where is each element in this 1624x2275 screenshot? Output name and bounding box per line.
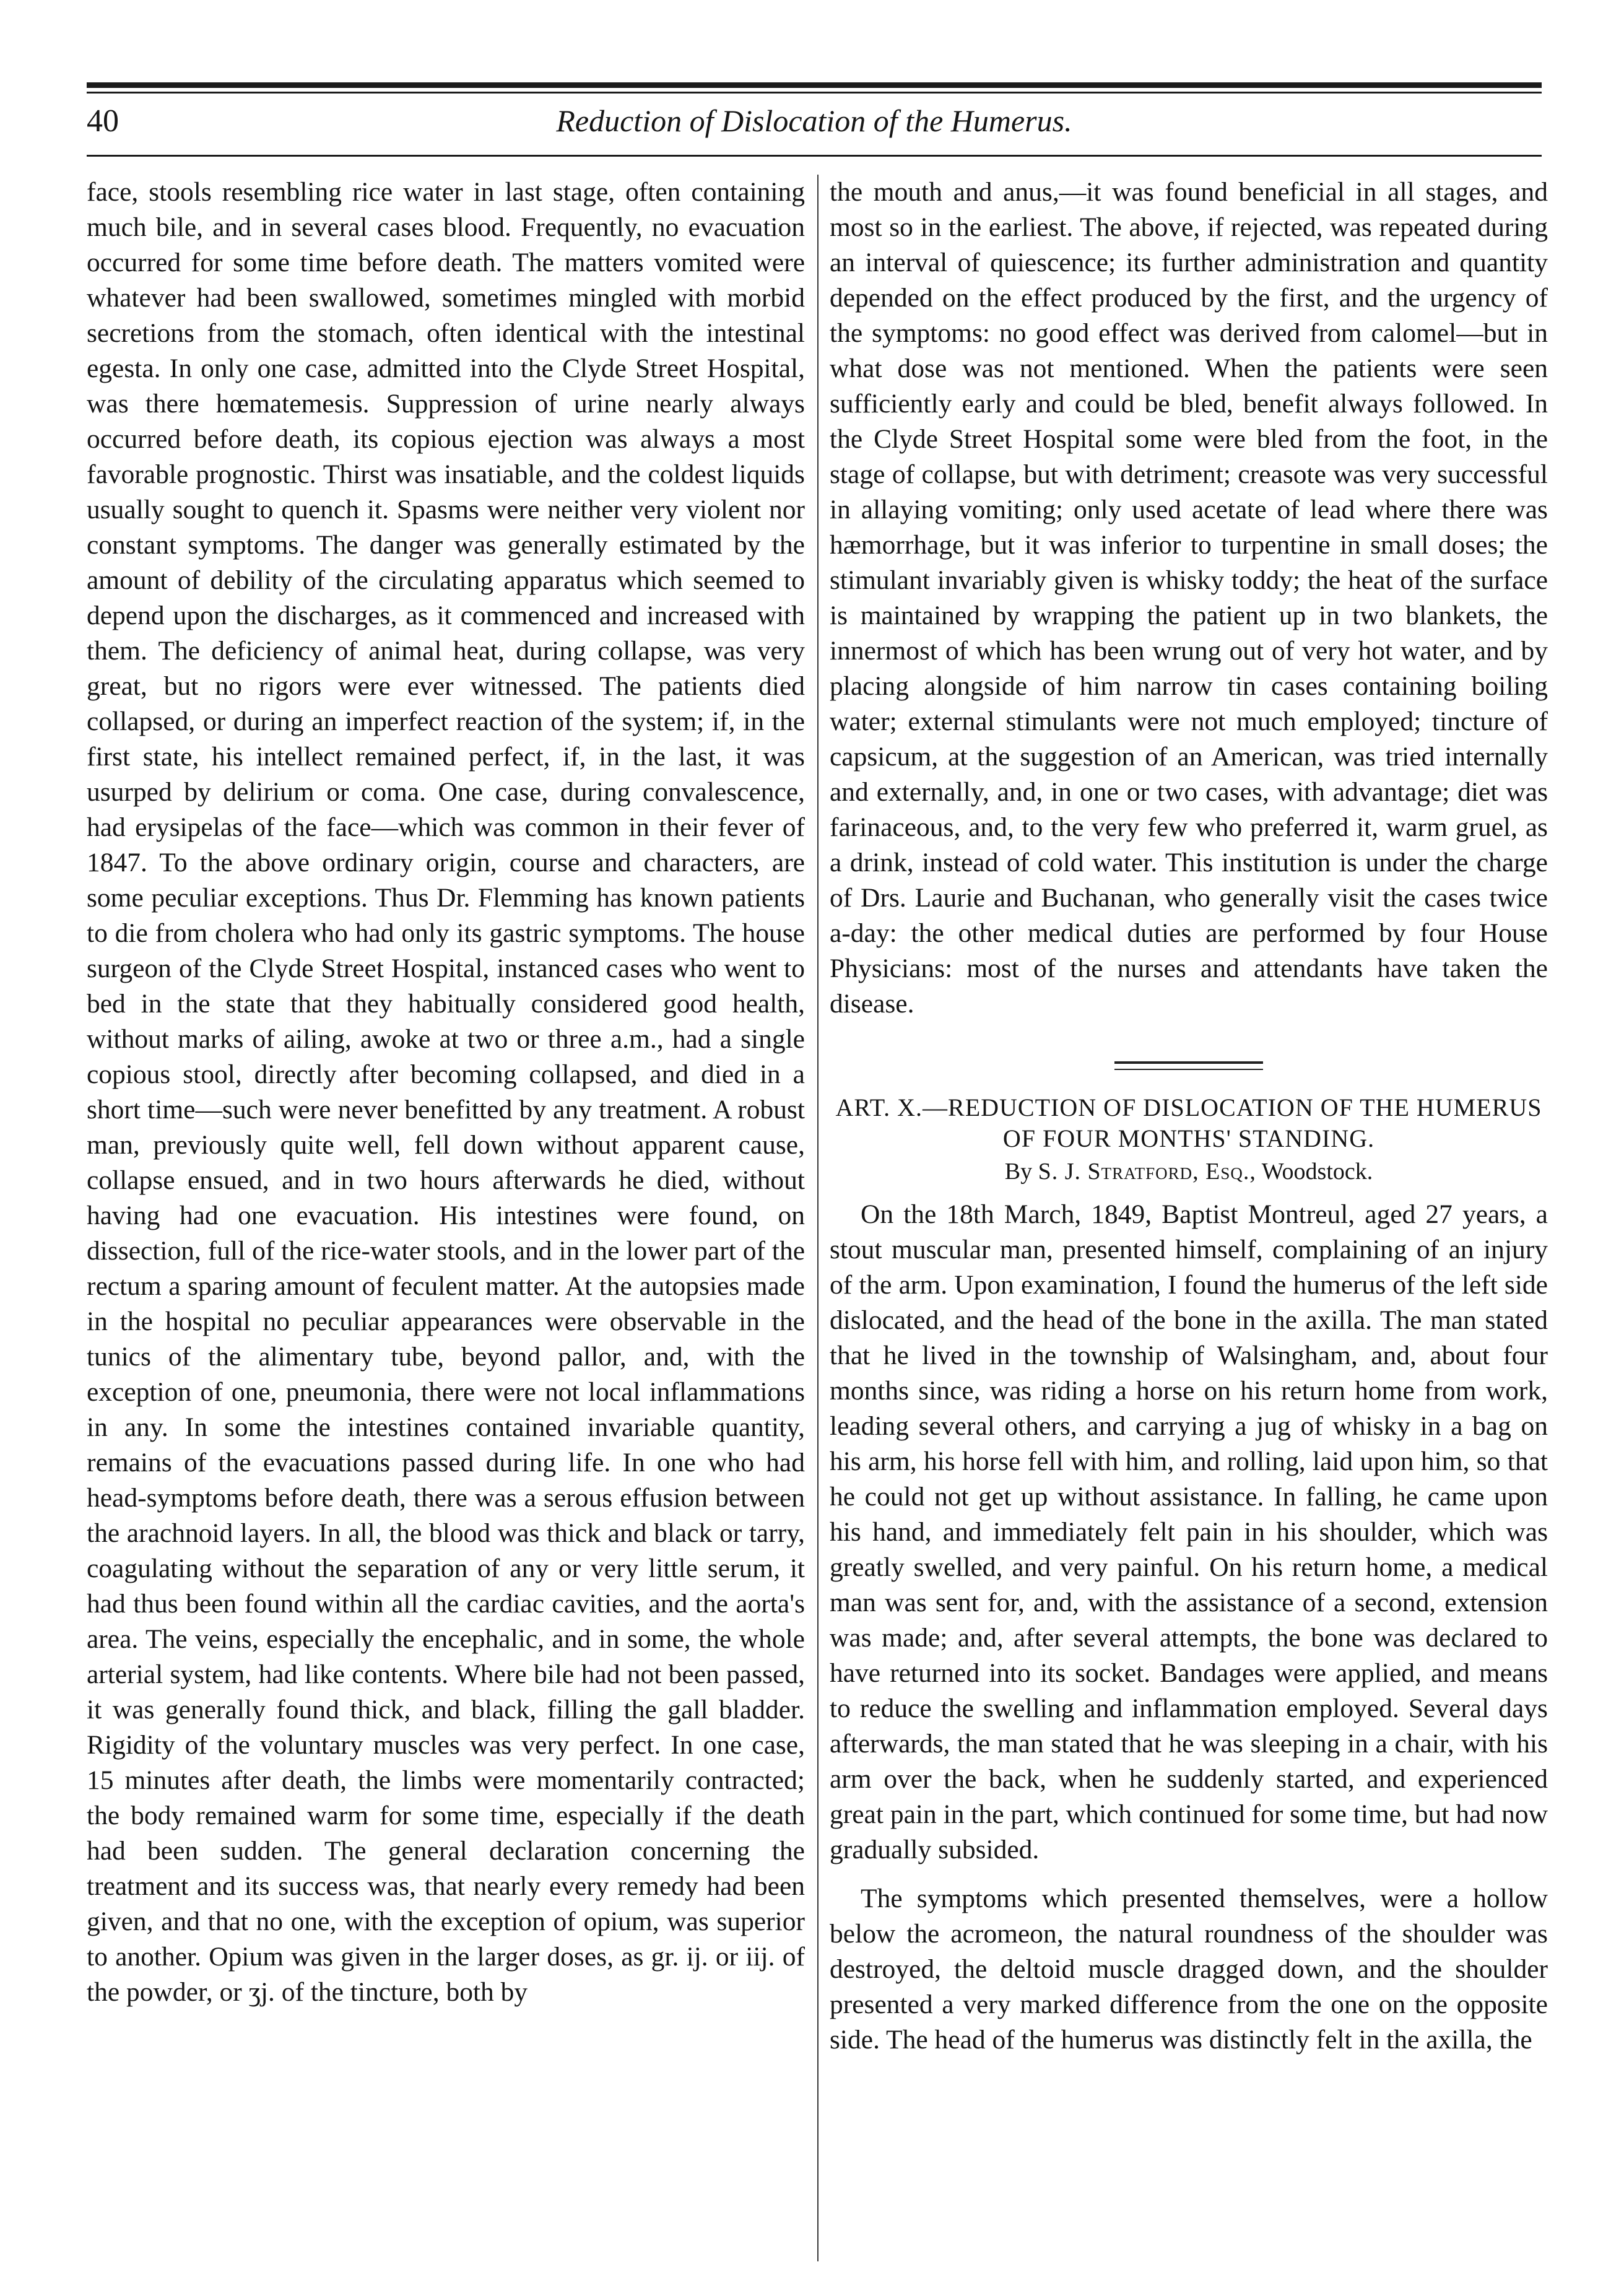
byline-name: S. J. Stratford, Esq., [1038, 1159, 1256, 1185]
case-paragraph-2: The symptoms which presented themselves, were a hollow below the acromeon, the natural roundness of the shoulder was destroyed, the deltoid muscle dragged down, and the shoulder presented a very marked difference from the one on the opposite side. The head of the humerus was distinctly felt in the axilla, the [830, 1884, 1548, 2055]
right-column [830, 175, 1548, 2058]
page-number: 40 [87, 103, 119, 139]
column-divider [817, 175, 819, 2261]
byline-prefix: By [1004, 1159, 1033, 1185]
top-rule-thick [87, 82, 1542, 88]
running-head [87, 100, 1542, 150]
byline [830, 1154, 1548, 1190]
top-rule-thin [87, 92, 1542, 94]
running-title: Reduction of Dislocation of the Humerus. [556, 103, 1072, 138]
byline-place: Woodstock. [1261, 1159, 1373, 1185]
cholera-paragraph: face, stools resembling rice water in last stage, often containing much bile, and in several cases blood. Frequently, no evacuation occurred for some time before death. The matters vomited were whatever had been swallowed, sometimes mingled with morbid secretions from the stomach, often identical with the intestinal egesta. In only one case, admitted into the Clyde Street Hospital, was there hœmatemesis. Suppression of urine nearly always occurred before death, its copious ejection was always a most favorable prognostic. Thirst was insatiable, and the coldest liquids usually sought to quench it. Spasms were neither very violent nor constant symptoms. The danger was generally estimated by the amount of debility of the circulating apparatus which seemed to depend upon the discharges, as it commenced and increased with them. The deficiency of animal heat, during collapse, was very great, but no rigors were ever witnessed. The patients died collapsed, or during an imperfect reaction of the system; if, in the first state, his intellect remained perfect, if, in the last, it was usurped by delirium or coma. One case, during convalescence, had erysipelas of the face—which was common in their fever of 1847. To the above ordinary origin, course and characters, are some peculiar exceptions. Thus Dr. Flemming has known patients to die from cholera who had only its gastric symptoms. The house surgeon of the Clyde Street Hospital, instanced cases who went to bed in the state that they habitually considered good health, without marks of ailing, awoke at two or three a.m., had a single copious stool, directly after becoming collapsed, and died in a short time—such were never benefitted by any treatment. A robust man, previously quite well, fell down without apparent cause, collapse ensued, and in two hours afterwards he died, without having had one evacuation. His intestines were found, on dissection, full of the rice-water stools, and in the lower part of the rectum a sparing amount of feculent matter. At the autopsies made in the hospital no peculiar appearances were observable in the tunics of the alimentary tube, beyond pallor, and, with the exception of one, pneumonia, there were not local inflammations in any. In some the intestines contained invariable quantity, remains of the evacuations passed during life. In one who had head-symptoms before death, there was a serous effusion between the arachnoid layers. In all, the blood was thick and black or tarry, coagulating without the separation of any or very little serum, it had thus been found within all the cardiac cavities, and the aorta's area. The veins, especially the encephalic, and in some, the whole arterial system, had like contents. Where bile had not been passed, it was generally found thick, and black, filling the gall bladder. Rigidity of the voluntary muscles was very perfect. In one case, 15 minutes after death, the limbs were momentarily contracted; the body remained warm for some time, especially if the death had been sudden. The general declaration concerning the treatment and its success was, that nearly every remedy had been given, and that no one, with the exception of opium, was superior to another. Opium was given in the larger doses, as gr. ij. or iij. of the powder, or ʒj. of the tincture, both by [87, 177, 805, 2007]
left-column [87, 175, 805, 2010]
article-rule-thin [1114, 1069, 1263, 1070]
paragraph-gap [830, 1868, 1548, 1881]
article-rule-thick [1114, 1061, 1263, 1064]
header-rule [87, 155, 1542, 157]
case-paragraph-1: On the 18th March, 1849, Baptist Montreul, aged 27 years, a stout muscular man, presented himself, complaining of an injury of the arm. Upon examination, I found the humerus of the left side dislocated, and the head of the bone in the axilla. The man stated that he lived in the township of Walsingham, and, about four months since, was riding a horse on his return home from work, leading several others, and carrying a jug of whisky in a bag on his arm, his horse fell with him, and rolling, laid upon him, so that he could not get up without assistance. In falling, he came upon his hand, and immediately felt pain in his shoulder, which was greatly swelled, and very painful. On his return home, a medical man was sent for, and, with the assistance of a second, extension was made; and, after several attempts, the bone was declared to have returned into its socket. Bandages were applied, and means to reduce the swelling and inflammation employed. Several days afterwards, the man stated that he was sleeping in a chair, with his arm over the back, when he suddenly started, and experienced great pain in the part, which continued for some time, but had now gradually subsided. [830, 1199, 1548, 1864]
article-heading: ART. X.—REDUCTION OF DISLOCATION OF THE HUMERUS OF FOUR MONTHS' STANDING. [835, 1094, 1542, 1152]
treatment-paragraph: the mouth and anus,—it was found beneficial in all stages, and most so in the earliest. The above, if rejected, was repeated during an interval of quiescence; its further administration and quantity depended on the effect produced by the first, and the urgency of the symptoms: no good effect was derived from calomel—but in what dose was not mentioned. When the patients were seen sufficiently early and could be bled, benefit always followed. In the Clyde Street Hospital some were bled from the foot, in the stage of collapse, but with detriment; creasote was very successful in allaying vomiting; only used acetate of lead where there was hæmorrhage, but it was inferior to turpentine in small doses; the stimulant invariably given is whisky toddy; the heat of the surface is maintained by wrapping the patient up in two blankets, the innermost of which has been wrung out of very hot water, and by placing alongside of him narrow tin cases containing boiling water; external stimulants were not much employed; tincture of capsicum, at the suggestion of an American, was tried internally and externally, and, in one or two cases, with advantage; diet was farinaceous, and, to the very few who preferred it, warm gruel, as a drink, instead of cold water. This institution is under the charge of Drs. Laurie and Buchanan, who generally visit the cases twice a-day: the other medical duties are performed by four House Physicians: most of the nurses and attendants have taken the disease. [830, 177, 1548, 1019]
